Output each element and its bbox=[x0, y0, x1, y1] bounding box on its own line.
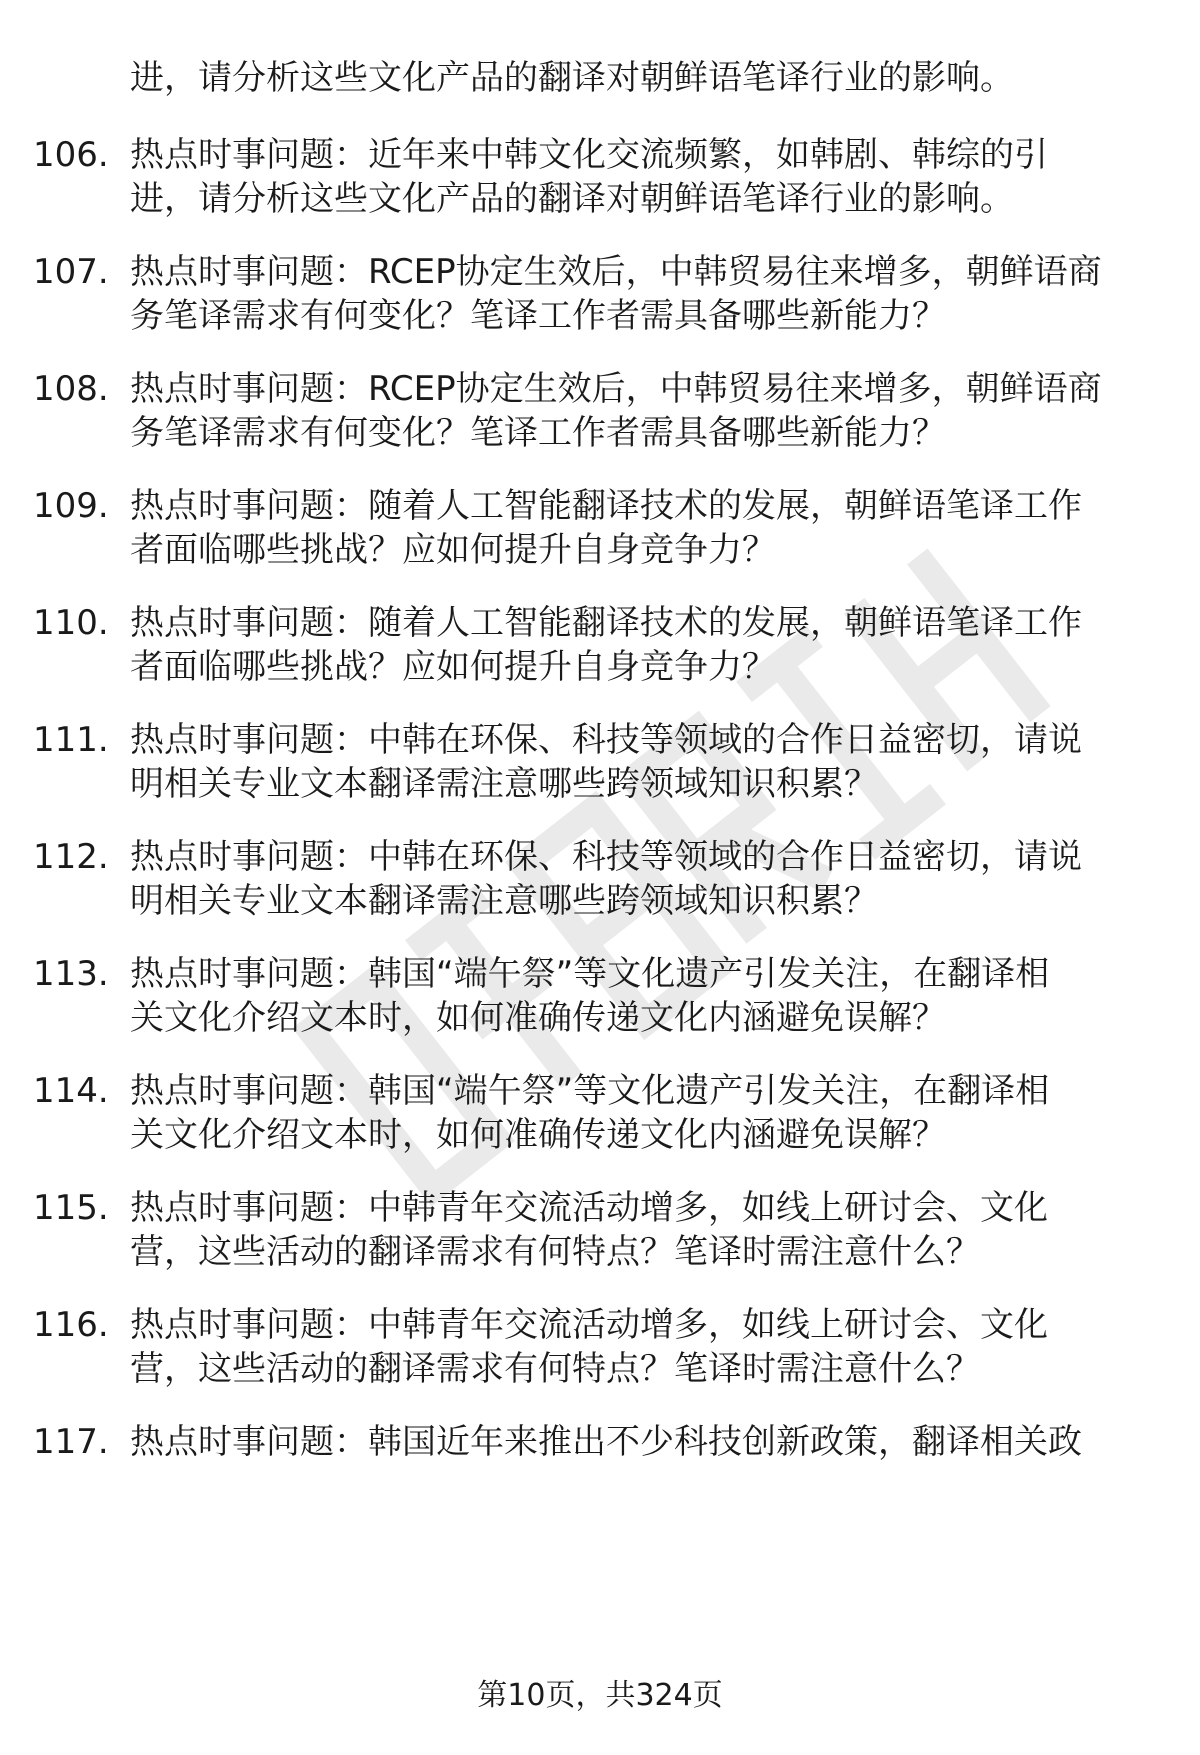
question-text-line-1: 热点时事问题：中韩青年交流活动增多，如线上研讨会、文化 bbox=[130, 1305, 1048, 1345]
question-number: 106. bbox=[33, 135, 109, 175]
question-item bbox=[0, 835, 1200, 935]
question-number: 107. bbox=[33, 252, 109, 292]
question-text-line-2: 营，这些活动的翻译需求有何特点？笔译时需注意什么？ bbox=[130, 1232, 980, 1272]
question-text-line-1: 热点时事问题：RCEP协定生效后，中韩贸易往来增多，朝鲜语商 bbox=[130, 369, 1102, 409]
question-text-line-1: 热点时事问题：韩国“端午祭”等文化遗产引发关注，在翻译相 bbox=[130, 954, 1050, 994]
question-text-line-2: 关文化介绍文本时，如何准确传递文化内涵避免误解？ bbox=[130, 1115, 946, 1155]
question-number: 109. bbox=[33, 486, 109, 526]
question-number: 108. bbox=[33, 369, 109, 409]
question-number: 114. bbox=[33, 1071, 109, 1111]
question-number: 117. bbox=[33, 1422, 109, 1462]
question-text-line-1: 热点时事问题：RCEP协定生效后，中韩贸易往来增多，朝鲜语商 bbox=[130, 252, 1102, 292]
question-item bbox=[0, 1420, 1200, 1520]
continuation-text: 进，请分析这些文化产品的翻译对朝鲜语笔译行业的影响。 bbox=[130, 58, 1014, 98]
question-item bbox=[0, 718, 1200, 818]
question-text-line-1: 热点时事问题：中韩青年交流活动增多，如线上研讨会、文化 bbox=[130, 1188, 1048, 1228]
question-number: 110. bbox=[33, 603, 109, 643]
page-number-footer: 第10页，共324页 bbox=[477, 1678, 723, 1713]
question-text-line-2: 务笔译需求有何变化？笔译工作者需具备哪些新能力？ bbox=[130, 413, 946, 453]
question-text-line-2: 明相关专业文本翻译需注意哪些跨领域知识积累？ bbox=[130, 881, 878, 921]
question-text-line-2: 者面临哪些挑战？应如何提升自身竞争力？ bbox=[130, 530, 776, 570]
question-item bbox=[0, 484, 1200, 584]
question-item bbox=[0, 601, 1200, 701]
question-text-line-1: 热点时事问题：韩国近年来推出不少科技创新政策，翻译相关政 bbox=[130, 1422, 1082, 1462]
question-text-line-1: 热点时事问题：韩国“端午祭”等文化遗产引发关注，在翻译相 bbox=[130, 1071, 1050, 1111]
question-text-line-1: 热点时事问题：近年来中韩文化交流频繁，如韩剧、韩综的引 bbox=[130, 135, 1048, 175]
question-text-line-2: 务笔译需求有何变化？笔译工作者需具备哪些新能力？ bbox=[130, 296, 946, 336]
question-number: 111. bbox=[33, 720, 109, 760]
question-text-line-1: 热点时事问题：中韩在环保、科技等领域的合作日益密切，请说 bbox=[130, 720, 1082, 760]
question-number: 116. bbox=[33, 1305, 109, 1345]
question-text-line-2: 明相关专业文本翻译需注意哪些跨领域知识积累？ bbox=[130, 764, 878, 804]
question-text-line-2: 营，这些活动的翻译需求有何特点？笔译时需注意什么？ bbox=[130, 1349, 980, 1389]
question-item bbox=[0, 367, 1200, 467]
question-item bbox=[0, 1303, 1200, 1403]
question-item bbox=[0, 1186, 1200, 1286]
question-number: 115. bbox=[33, 1188, 109, 1228]
question-text-line-2: 进，请分析这些文化产品的翻译对朝鲜语笔译行业的影响。 bbox=[130, 179, 1014, 219]
question-item bbox=[0, 250, 1200, 350]
question-item bbox=[0, 133, 1200, 233]
question-text-line-1: 热点时事问题：随着人工智能翻译技术的发展，朝鲜语笔译工作 bbox=[130, 603, 1082, 643]
question-number: 113. bbox=[33, 954, 109, 994]
question-text-line-2: 关文化介绍文本时，如何准确传递文化内涵避免误解？ bbox=[130, 998, 946, 1038]
question-number: 112. bbox=[33, 837, 109, 877]
question-text-line-1: 热点时事问题：中韩在环保、科技等领域的合作日益密切，请说 bbox=[130, 837, 1082, 877]
question-item bbox=[0, 952, 1200, 1052]
question-text-line-1: 热点时事问题：随着人工智能翻译技术的发展，朝鲜语笔译工作 bbox=[130, 486, 1082, 526]
question-text-line-2: 者面临哪些挑战？应如何提升自身竞争力？ bbox=[130, 647, 776, 687]
question-item bbox=[0, 1069, 1200, 1169]
